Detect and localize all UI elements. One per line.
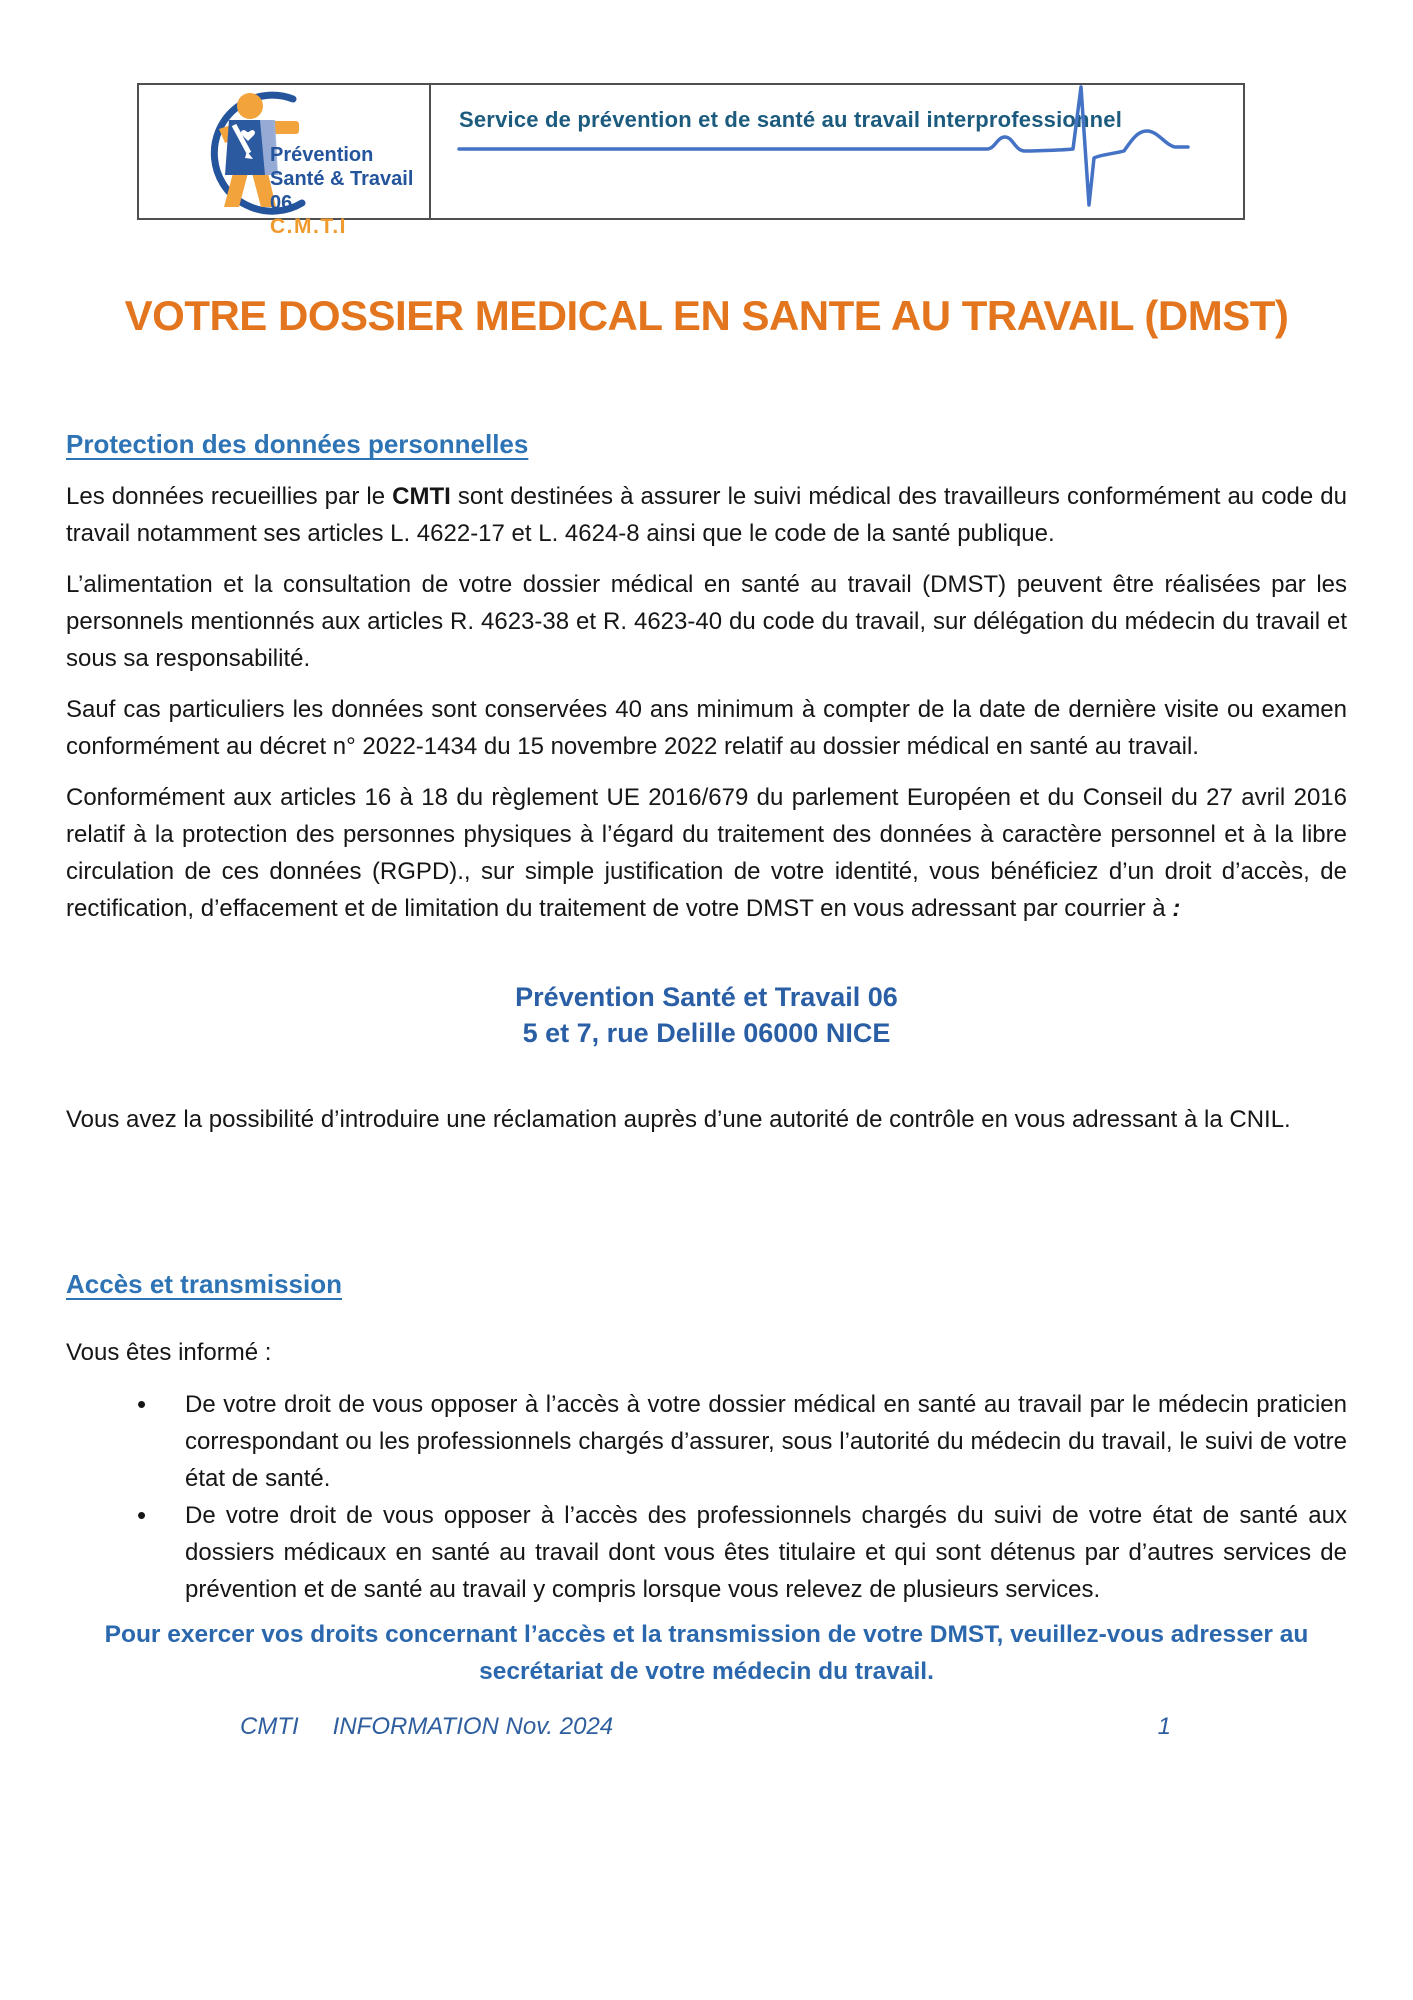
logo-cell xyxy=(139,85,431,238)
footer-left xyxy=(240,1712,613,1742)
bullet-item-opposition-medecin: • De votre droit de vous opposer à l’accès à votre dossier médical en santé au travail par le médecin praticien correspondant ou les professionnels chargés d’assurer, sous l’autorité du médecin du travail, le suivi de votre état de santé. xyxy=(185,1386,1347,1497)
address-block xyxy=(66,979,1347,1051)
cmti-bold-term: CMTI xyxy=(392,483,451,510)
paragraph-donnees xyxy=(66,478,1347,552)
cta-text: Pour exercer vos droits concernant l’accès et la transmission de votre DMST, veuillez-vous adresser au secrétariat de votre médecin du travail. xyxy=(104,1621,1309,1685)
logo-brand-line3: C.M.T.I xyxy=(270,215,347,238)
paragraph-donnees-after: sont destinées à assurer le suivi médical des travailleurs conformément au code du travail notamment ses articles L. 4622-17 et L. 4624-8 ainsi que le code de la santé publique. xyxy=(66,483,1347,547)
bullet-item-opposition-services: • De votre droit de vous opposer à l’accès des professionnels chargés du suivi de votre état de santé aux dossiers médicaux en santé au travail dont vous êtes titulaire et qui sont détenus par d’autres services de prévention et de santé au travail y compris lorsque vous relevez de plusieurs services. xyxy=(185,1497,1347,1608)
paragraph-conservation: Sauf cas particuliers les données sont conservées 40 ans minimum à compter de la date de dernière visite ou examen conformément au décret n° 2022-1434 du 15 novembre 2022 relatif au dossier médical en santé au travail. xyxy=(66,696,1347,760)
paragraph-rgpd-main: Conformément aux articles 16 à 18 du règlement UE 2016/679 du parlement Européen et du Conseil du 27 avril 2016 relatif à la protection des personnes physiques à l’égard du traitement des données à caractère personnel et à la libre circulation de ces données (RGPD)., sur simple justification de votre identité, vous bénéficiez d’un droit d’accès, de rectification, d’effacement et de limitation du traitement de votre DMST en vous adressant par courrier à xyxy=(66,784,1347,922)
paragraph-donnees-before: Les données recueillies par le xyxy=(66,483,393,510)
section-heading-acces: Accès et transmission xyxy=(66,1269,343,1299)
logo-brand-line1: Prévention xyxy=(270,144,374,166)
header-box xyxy=(137,83,1245,238)
ecg-heartbeat-icon xyxy=(431,85,1243,218)
bullet-list xyxy=(66,1386,1347,1608)
logo-brand-line2: Santé & Travail 06 xyxy=(270,168,414,214)
paragraph-intro: Vous êtes informé : xyxy=(66,1339,272,1366)
page-number: 1 xyxy=(1157,1713,1171,1740)
banner-text: Service de prévention et de santé au travail interprofessionnel xyxy=(459,107,1123,132)
page-title: VOTRE DOSSIER MEDICAL EN SANTE AU TRAVAIL (DMST) xyxy=(124,292,1289,339)
section-heading-protection: Protection des données personnelles xyxy=(66,429,529,459)
address-line1: Prévention Santé et Travail 06 xyxy=(515,982,898,1012)
paragraph-rgpd xyxy=(66,779,1347,927)
document-content xyxy=(66,224,1347,1742)
paragraph-alimentation: L’alimentation et la consultation de votre dossier médical en santé au travail (DMST) peuvent être réalisées par les personnels mentionnés aux articles R. 4623-38 et R. 4623-40 du code du travail, sur délégation du médecin du travail et sous sa responsabilité. xyxy=(66,571,1347,672)
footer-info: INFORMATION Nov. 2024 xyxy=(332,1713,614,1740)
address-line2: 5 et 7, rue Delille 06000 NICE xyxy=(522,1018,891,1048)
paragraph-cnil: Vous avez la possibilité d’introduire une réclamation auprès d’une autorité de contrôle en vous adressant à la CNIL. xyxy=(66,1106,1291,1133)
footer-brand: CMTI xyxy=(240,1713,299,1740)
banner-cell xyxy=(431,85,1243,218)
paragraph-rgpd-colon: : xyxy=(1172,895,1181,922)
footer xyxy=(66,1712,1347,1742)
